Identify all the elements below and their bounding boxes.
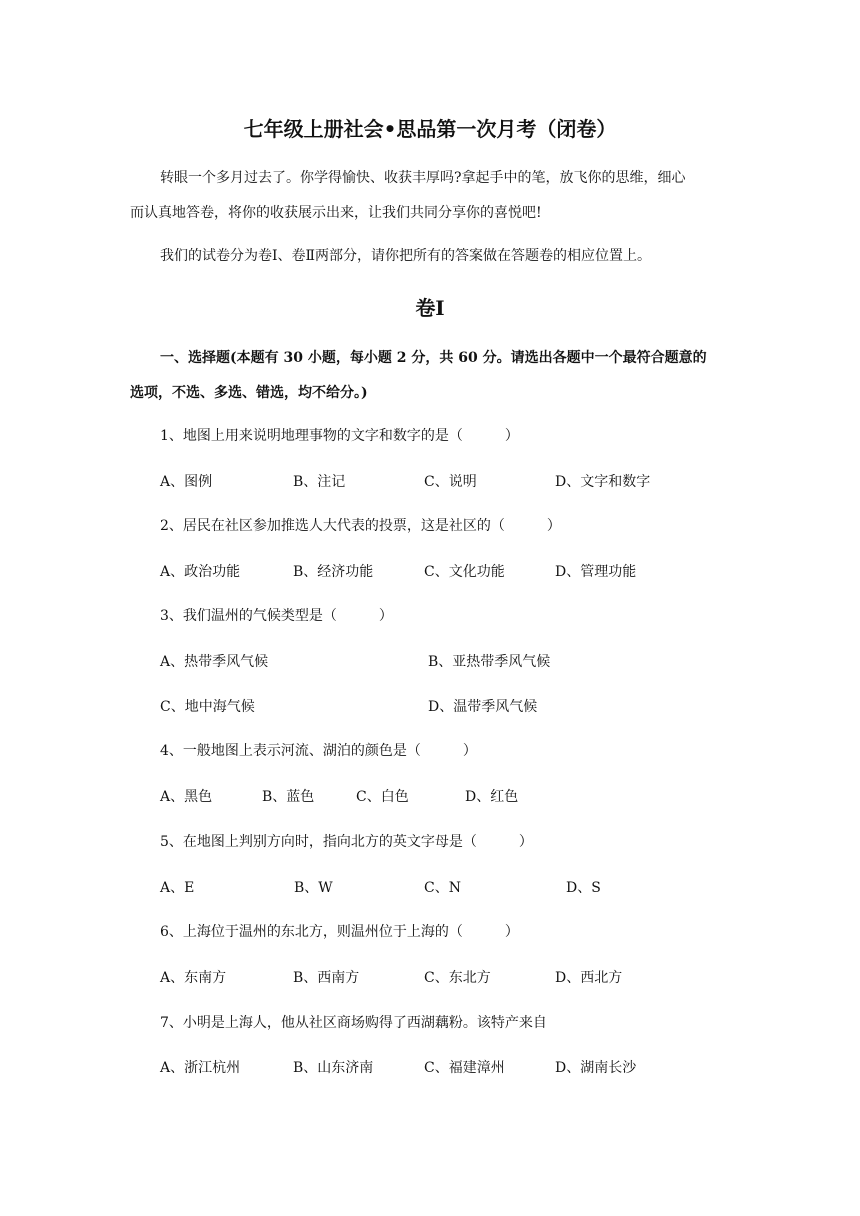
option-b: B、蓝色	[262, 789, 315, 805]
option-a: A、东南方	[160, 970, 227, 986]
question-stem: 3、我们温州的气候类型是（ ）	[160, 608, 393, 624]
question-stem: 7、小明是上海人，他从社区商场购得了西湖藕粉。该特产来自	[160, 1015, 547, 1031]
option-c: C、白色	[356, 789, 409, 805]
question-stem: 6、上海位于温州的东北方，则温州位于上海的（ ）	[160, 924, 519, 940]
question-stem: 5、在地图上判别方向时，指向北方的英文字母是（ ）	[160, 834, 533, 850]
option-b: B、西南方	[293, 970, 360, 986]
notice-text: 我们的试卷分为卷Ⅰ、卷Ⅱ两部分，请你把所有的答案做在答题卷的相应位置上。	[160, 248, 652, 264]
option-d: D、文字和数字	[555, 474, 651, 490]
option-a: A、政治功能	[160, 564, 241, 580]
option-c: C、文化功能	[424, 564, 505, 580]
option-a: A、浙江杭州	[160, 1060, 241, 1076]
option-c: C、地中海气候	[160, 699, 255, 715]
intro-line-1: 转眼一个多月过去了。你学得愉快、收获丰厚吗?拿起手中的笔，放飞你的思维，细心	[160, 170, 686, 186]
question-stem: 1、地图上用来说明地理事物的文字和数字的是（ ）	[160, 428, 519, 444]
option-b: B、W	[294, 880, 333, 896]
option-a: A、热带季风气候	[160, 654, 269, 670]
option-d: D、S	[566, 880, 601, 896]
option-c: C、东北方	[424, 970, 491, 986]
option-d: D、湖南长沙	[555, 1060, 637, 1076]
intro-line-2: 而认真地答卷，将你的收获展示出来，让我们共同分享你的喜悦吧!	[130, 205, 542, 221]
question-stem: 2、居民在社区参加推选人大代表的投票，这是社区的（ ）	[160, 518, 561, 534]
section-heading-line-1: 一、选择题(本题有 30 小题，每小题 2 分，共 60 分。请选出各题中一个最符合题意的	[160, 350, 707, 366]
option-b: B、经济功能	[293, 564, 374, 580]
option-d: D、红色	[465, 789, 519, 805]
question-stem: 4、一般地图上表示河流、湖泊的颜色是（ ）	[160, 743, 477, 759]
option-d: D、管理功能	[555, 564, 637, 580]
option-c: C、说明	[424, 474, 477, 490]
option-a: A、图例	[160, 474, 213, 490]
option-c: C、N	[424, 880, 461, 896]
option-c: C、福建漳州	[424, 1060, 505, 1076]
option-b: B、亚热带季风气候	[428, 654, 551, 670]
option-a: A、E	[160, 880, 195, 896]
page-title: 七年级上册社会•思品第一次月考（闭卷）	[243, 117, 617, 141]
section-heading-line-2: 选项，不选、多选、错选，均不给分。)	[130, 385, 368, 401]
option-b: B、山东济南	[293, 1060, 374, 1076]
option-b: B、注记	[293, 474, 346, 490]
volume-heading: 卷Ⅰ	[415, 296, 445, 320]
option-a: A、黑色	[160, 789, 213, 805]
option-d: D、西北方	[555, 970, 623, 986]
option-d: D、温带季风气候	[428, 699, 538, 715]
